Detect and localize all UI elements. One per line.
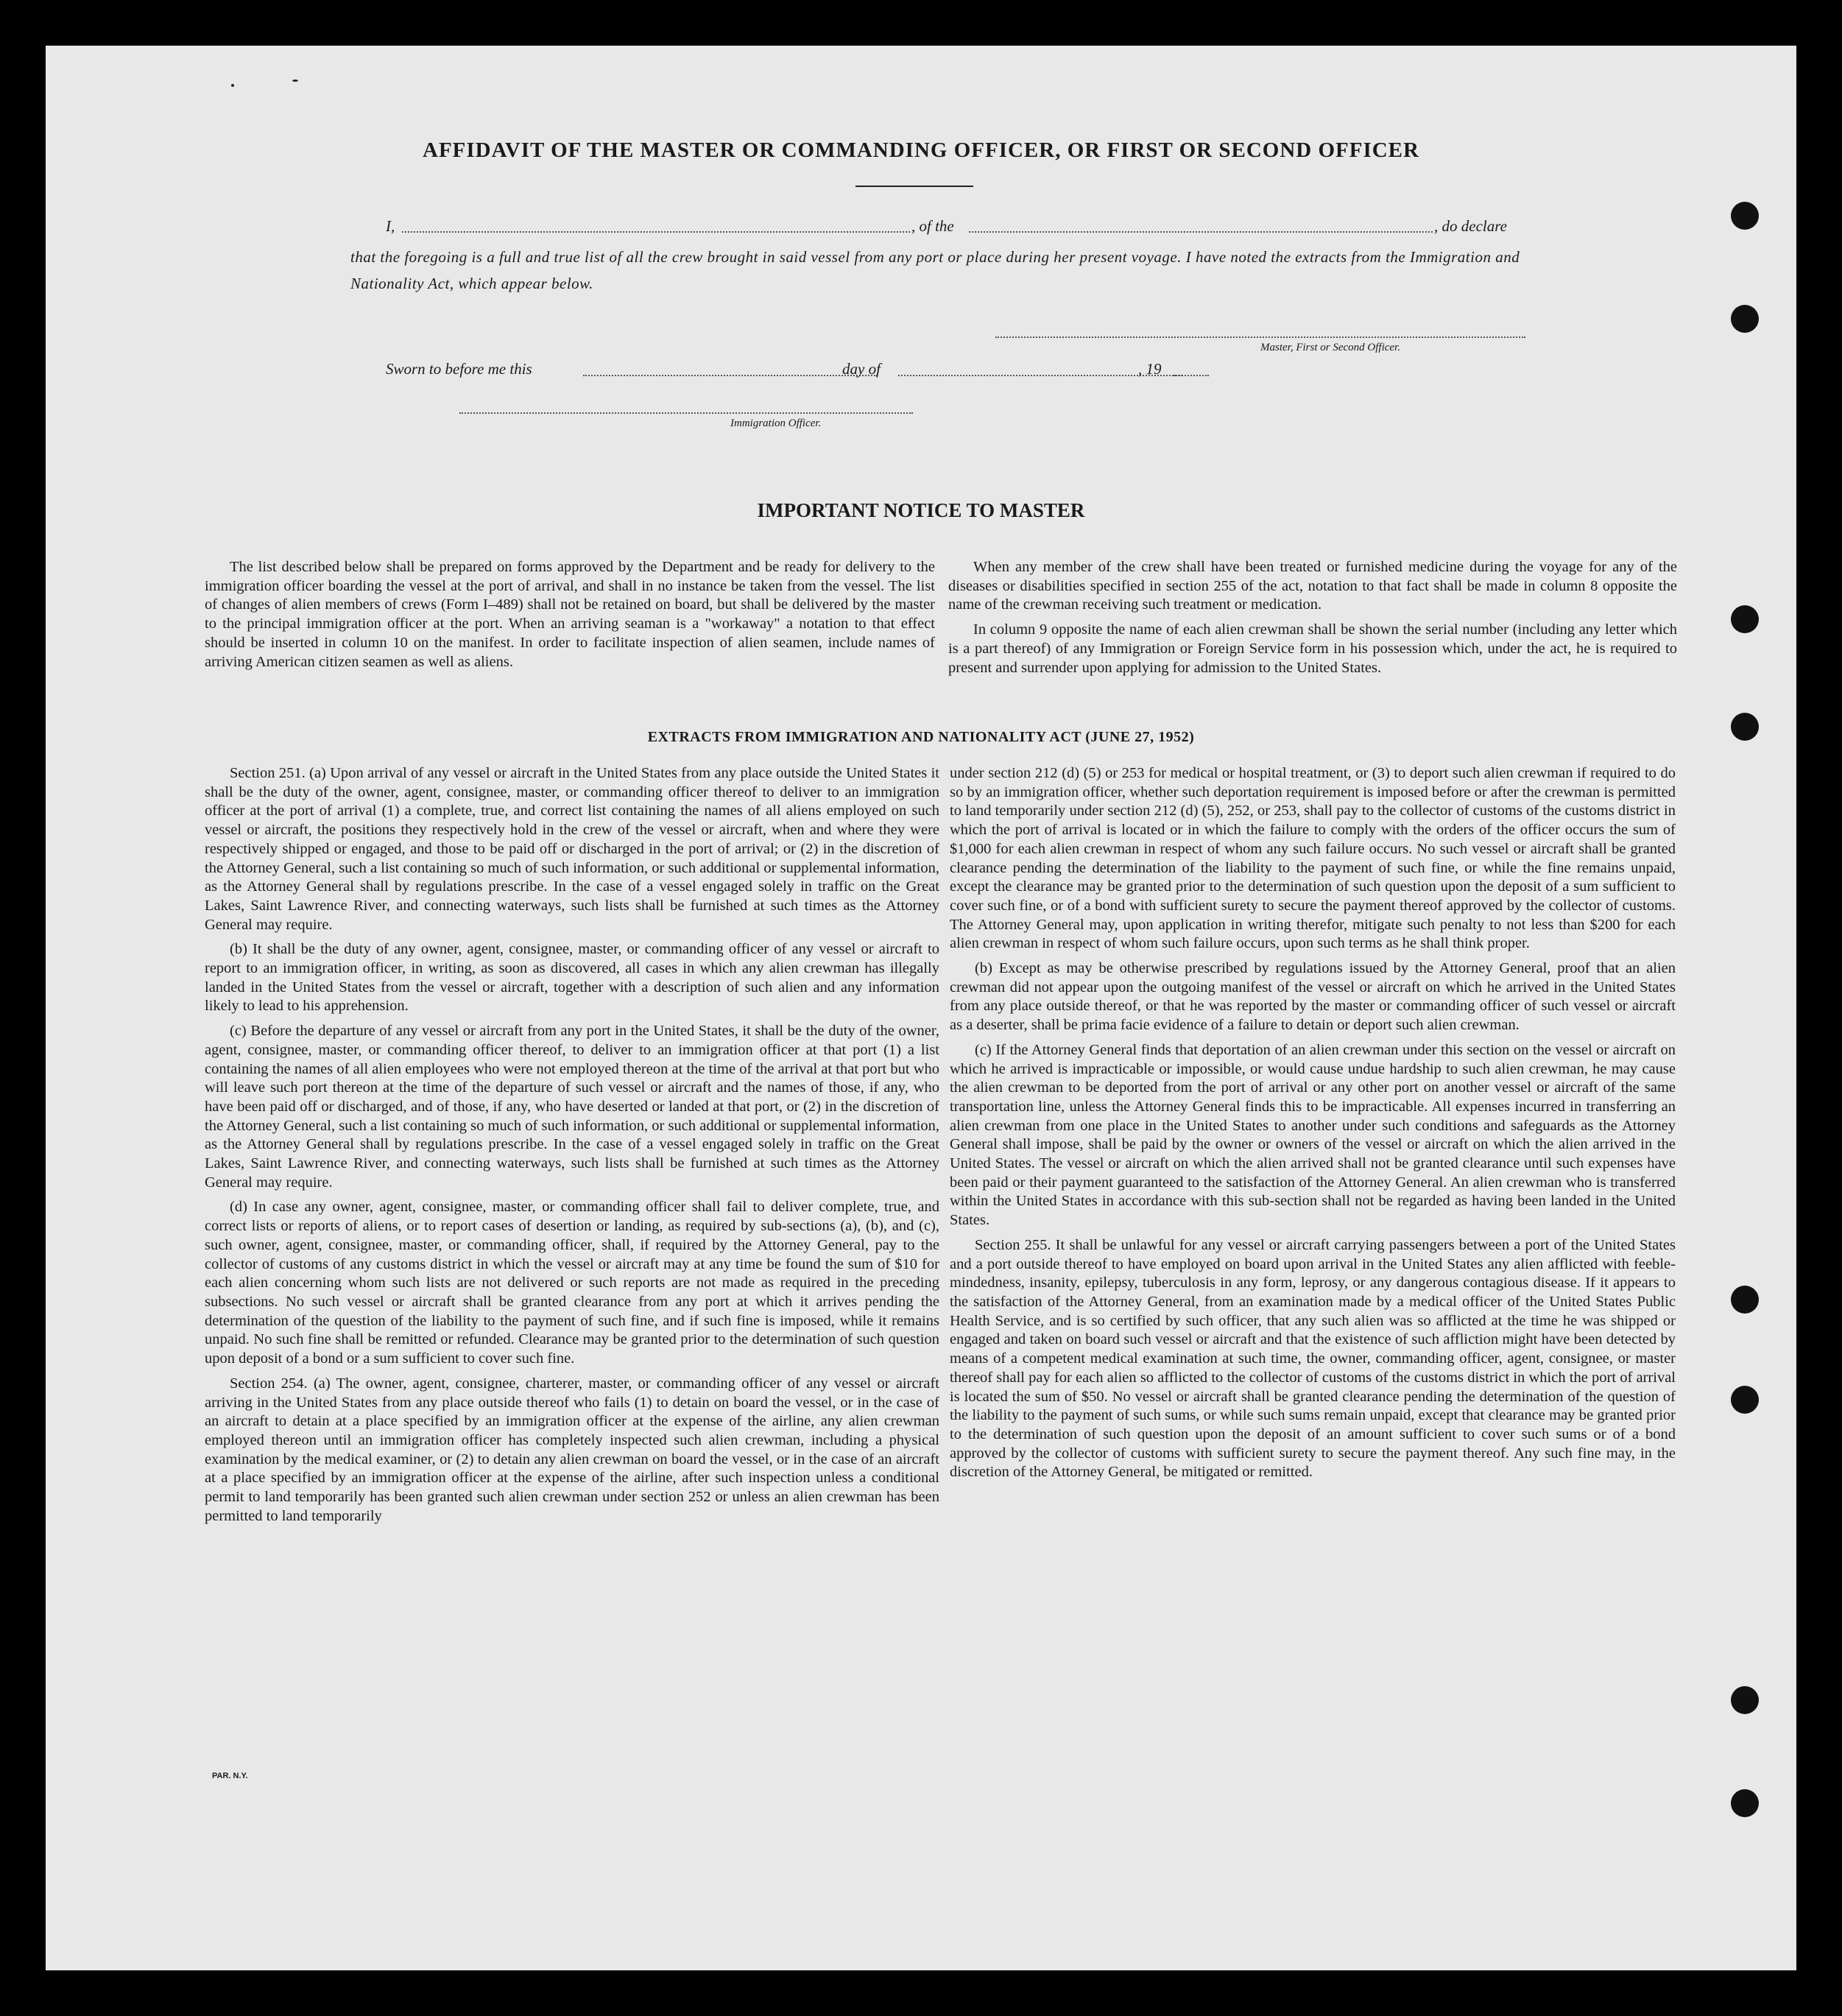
section-254b: (b) Except as may be otherwise prescribed by regulations issued by the Attorney General, proof that an alien crewman did not appear upon the outgoing manifest of the vessel or aircraft on which he arrived in the United States from any place outside thereof, or that he was reported by the master or commanding officer of such vessel or aircraft as a deserter, shall be prima facie evidence of a failure to detain or deport such alien crewman. [950,960,1676,1034]
i-label: I, [386,217,395,235]
punch-hole [1731,305,1759,333]
sworn-label: Sworn to before me this [386,360,532,378]
name-blank[interactable] [402,231,910,233]
do-declare-label: , do declare [1434,217,1507,235]
section-254a-continued: under section 212 (d) (5) or 253 for medical or hospital treatment, or (3) to deport such alien crewman if required to do so by an immigration officer, whether such deportation requirement is imposed before or after the crewman is permitted to land temporarily under section 212 (d) (5), 252, or 253, shall pay to the collector of customs of the customs district in which the port of arrival is located or in which the failure to comply with the orders of the officer occurs the sum of $1,000 for each alien crewman in respect of whom any such failure occurs. No such vessel or aircraft shall be granted clearance pending the determination of the liability to the payment of such fine, or while the fine remains unpaid, except the clearance may be granted prior to the determination of such question upon the deposit of a sum sufficient to cover such fine, or of a bond with sufficient surety to secure the payment thereof approved by the collector of customs. The Attorney General may, upon application in writing therefor, mitigate such penalty to not less than $200 for each alien crewman in respect of whom such failure occurs, upon such terms as he shall think proper. [950,765,1676,952]
extracts-title: EXTRACTS FROM IMMIGRATION AND NATIONALITY ACT (JUNE 27, 1952) [647,729,1195,745]
notice-title: IMPORTANT NOTICE TO MASTER [757,499,1085,521]
sworn-day-blank[interactable] [583,375,878,376]
notice-paragraph: The list described below shall be prepared on forms approved by the Department and be ready for delivery to the immigration officer boarding the vessel at the port of arrival, and shall in no instance be taken from the vessel. The list of changes of alien members of crews (Form I–489) shall not be retained on board, but shall be delivered by the master to the principal immigration officer at the port. When an arriving seaman is a "workaway" a notation to that effect should be inserted in column 10 on the manifest. In order to facilitate inspection of alien seamen, include names of arriving American citizen seamen as well as aliens. [205,559,935,670]
scan-speck [231,84,234,87]
section-251d: (d) In case any owner, agent, consignee, master, or commanding officer shall fail to deliver complete, true, and correct lists or reports of aliens, or to report cases of desertion or landing, as required by sub-sections (a), (b), and (c), such owner, agent, consignee, master, or commanding officer, shall, if required by the Attorney General, pay to the collector of customs of any customs district in which the vessel or aircraft may at any time be found the sum of $10 for each alien concerning whom such lists are not delivered or such reports are not made as required in the preceding subsections. No such vessel or aircraft shall be granted clearance from any port at which it arrives pending the determination of the question of the liability to the payment of such fine, and if such fine is imposed, while it remains unpaid. No such fine shall be remitted or refunded. Clearance may be granted prior to the determination of such question upon deposit of a bond or a sum sufficient to cover such fine. [205,1199,939,1367]
extracts-right-column [950,764,1676,1488]
officer-signature-label: Immigration Officer. [730,417,822,429]
vessel-blank[interactable] [969,231,1433,233]
of-the-label: , of the [911,217,954,235]
section-254c: (c) If the Attorney General finds that deportation of an alien crewman under this section on the vessel or aircraft on which he arrived is impracticable or impossible, or would cause undue hardship to such alien crewman, he may cause the alien crewman to be deported from the port of arrival or any other port on another vessel or aircraft of the same transportation line, unless the Attorney General finds this to be impracticable. All expenses incurred in transferring an alien crewman from one place in the United States to another under such conditions and safeguards as the Attorney General shall impose, shall be paid by the owner or owners of the vessel or aircraft on which the alien arrived in the United States. The vessel or aircraft on which the alien arrived shall not be granted clearance until such expenses have been paid or their payment guaranteed to the satisfaction of the Attorney General. An alien crewman who is transferred within the United States in accordance with this sub-section shall not be regarded as having been landed in the United States. [950,1041,1676,1229]
title-underline [855,186,973,187]
extracts-left-column [205,764,939,1532]
punch-hole [1731,1789,1759,1817]
punch-hole [1731,1686,1759,1714]
section-251a: Section 251. (a) Upon arrival of any vessel or aircraft in the United States from any place outside the United States it shall be the duty of the owner, agent, consignee, master, or commanding officer thereof to deliver to an immigration officer at the port of arrival (1) a complete, true, and correct list containing the names of all aliens employed on such vessel or aircraft, the positions they respectively hold in the crew of the vessel or aircraft, when and where they were respectively shipped or engaged, and those to be paid off or discharged in the port of arrival; or (2) in the discretion of the Attorney General, such a list containing so much of such information, or such additional or supplemental information, as the Attorney General shall by regulations prescribe. In the case of a vessel engaged solely in traffic on the Great Lakes, Saint Lawrence River, and connecting waterways, such lists shall be furnished at such times as the Attorney General may require. [205,765,939,933]
affidavit-title: AFFIDAVIT OF THE MASTER OR COMMANDING OFFICER, OR FIRST OR SECOND OFFICER [423,138,1419,162]
form-page [46,46,1796,1970]
printer-mark: PAR. N.Y. [212,1772,248,1780]
declaration-text: that the foregoing is a full and true list of all the crew brought in said vessel from any port or place during her present voyage. I have noted the extracts from the Immigration and Nationality Act, which appear below. [350,248,1520,292]
year-label: , 19 [1138,360,1162,378]
section-254a: Section 254. (a) The owner, agent, consignee, charterer, master, or commanding officer of any vessel or aircraft arriving in the United States from any place outside thereof who fails (1) to detain on board the vessel, or in the case of an aircraft to detain at a place specified by an immigration officer at the expense of the airline, any alien crewman employed thereon until an immigration officer has completely inspected such alien crewman, including a physical examination by the medical examiner, or (2) to detain any alien crewman on board the vessel, or in the case of an aircraft at a place specified by an immigration officer at the expense of the airline, after such inspection unless a conditional permit to land temporarily has been granted such alien crewman under section 252 or unless an alien crewman has been permitted to land temporarily [205,1375,939,1524]
punch-hole [1731,605,1759,633]
punch-hole [1731,1286,1759,1314]
scan-speck [292,80,298,82]
master-signature-label: Master, First or Second Officer. [1260,342,1400,353]
notice-paragraph: In column 9 opposite the name of each alien crewman shall be shown the serial number (including any letter which is a part thereof) of any Immigration or Foreign Service form in his possession which, under the act, he is required to present and surrender upon applying for admission to the United States. [948,621,1677,676]
section-251b: (b) It shall be the duty of any owner, agent, consignee, master, or commanding officer of any vessel or aircraft to report to an immigration officer, in writing, as soon as discovered, all cases in which any alien crewman has illegally landed in the United States from the vessel or aircraft, together with a description of such alien and any information likely to lead to his apprehension. [205,941,939,1015]
officer-signature-line[interactable] [459,412,913,414]
punch-hole [1731,202,1759,230]
notice-left-column [205,558,935,677]
sworn-year-blank[interactable] [1174,375,1209,376]
notice-paragraph: When any member of the crew shall have been treated or furnished medicine during the voyage for any of the diseases or disabilities specified in section 255 of the act, notation to that fact shall be made in column 8 opposite the name of the crewman receiving such treatment or medication. [948,559,1677,613]
master-signature-line[interactable] [995,336,1525,338]
section-255: Section 255. It shall be unlawful for any vessel or aircraft carrying passengers between a port of the United States and a port outside thereof to have employed on board upon arrival in the United States any alien afflicted with feeble-mindedness, insanity, epilepsy, tuberculosis in any form, leprosy, or any dangerous contagious disease. If it appears to the satisfaction of the Attorney General, from an examination made by a medical officer of the United States Public Health Service, and is so certified by such officer, that any such alien was so afflicted at the time he was shipped or engaged and taken on board such vessel or aircraft and that the existence of such affliction might have been detected by means of a competent medical examination at such time, the owner, commanding officer, agent, consignee, or master thereof shall pay for each alien so afflicted to the collector of customs of the customs district in which the port of arrival is located the sum of $50. No vessel or aircraft shall be granted clearance pending the determination of the question of the liability to the payment of such sums, or while such sums remain unpaid, except that clearance may be granted prior to the determination of such question upon the deposit of an amount sufficient to cover such sums or of a bond approved by the collector of customs with sufficient surety to secure the payment thereof. Any such fine may, in the discretion of the Attorney General, be mitigated or remitted. [950,1236,1676,1481]
punch-hole [1731,1386,1759,1414]
day-of-label: day of [842,360,881,378]
section-251c: (c) Before the departure of any vessel or aircraft from any port in the United States, it shall be the duty of the owner, agent, consignee, master, or commanding officer thereof, to deliver to an immigration officer at that port (1) a list containing the names of all alien employees who were not employed thereon at the time of the arrival at that port but who will leave such port thereon at the time of the departure of such vessel or aircraft and the names of those, if any, who have been paid off or discharged, and of those, if any, who have deserted or landed at that port, or (2) in the discretion of the Attorney General, such a list containing so much of such information, or such additional or supplemental information, as the Attorney General shall by regulations prescribe. In the case of a vessel engaged solely in traffic on the Great Lakes, Saint Lawrence River, and connecting waterways, such lists shall be furnished at such times as the Attorney General may require. [205,1023,939,1191]
notice-right-column [948,558,1677,683]
